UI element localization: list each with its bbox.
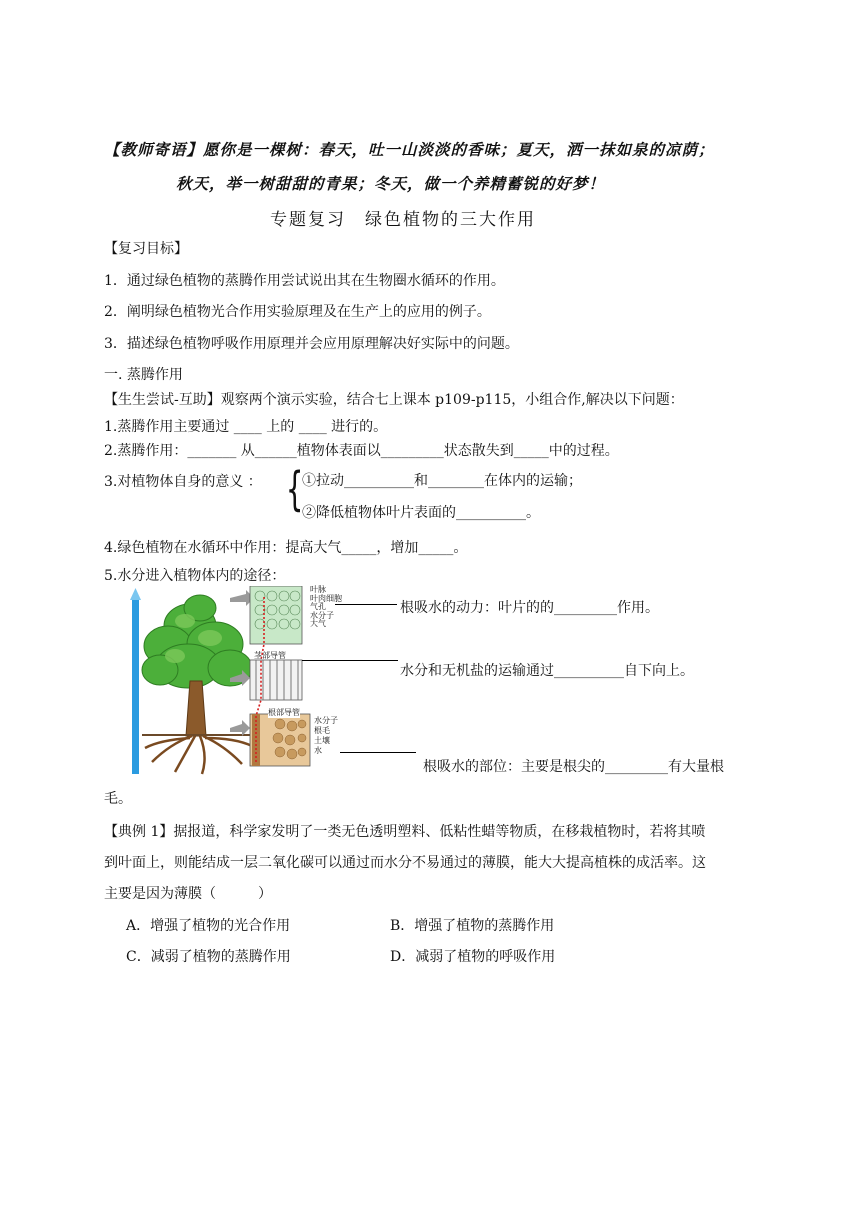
label-mesophyll-cell: 叶肉细胞 xyxy=(310,593,342,603)
section-intro: 【生生尝试-互助】观察两个演示实验，结合七上课本 p109-p115，小组合作,解决以下问题： xyxy=(104,392,684,408)
label-water-molecule: 水分子 xyxy=(310,610,334,620)
label-leaf-vein: 叶脉 xyxy=(310,585,326,594)
question-2: 2.蒸腾作用：_______ 从______植物体表面以_________状态散失到_____中的过程。 xyxy=(104,443,619,459)
label-root-hair: 根毛 xyxy=(314,726,330,735)
stem-inset xyxy=(250,660,302,700)
option-a: A．增强了植物的光合作用 xyxy=(126,918,291,934)
diagram-note-2: 水分和无机盐的运输通过__________自下向上。 xyxy=(400,663,694,679)
option-b: B．增强了植物的蒸腾作用 xyxy=(390,918,555,934)
water-rise-bar xyxy=(132,598,139,774)
section-heading: 一. 蒸腾作用 xyxy=(104,367,183,383)
tree-roots xyxy=(145,736,252,774)
question-3-a: ①拉动__________和________在体内的运输； xyxy=(302,473,582,489)
question-1: 1.蒸腾作用主要通过 ____ 上的 ____ 进行的。 xyxy=(104,419,388,435)
tree-trunk xyxy=(186,681,206,736)
arrow-up-icon xyxy=(130,588,141,600)
label-water-molecule-root: 水分子 xyxy=(314,716,338,725)
page-title: 专题复习 绿色植物的三大作用 xyxy=(270,210,536,230)
label-root-vessel: 根部导管 xyxy=(268,708,300,717)
goals-heading: 【复习目标】 xyxy=(104,241,188,257)
diagram-note-3-cont: 毛。 xyxy=(104,791,132,807)
diagram-note-3: 根吸水的部位：主要是根尖的_________有大量根 xyxy=(423,759,724,775)
question-3-b: ②降低植物体叶片表面的__________。 xyxy=(302,505,540,521)
pointer-line-3 xyxy=(340,752,416,753)
arrow-right-icon xyxy=(230,720,250,736)
label-soil: 土壤 xyxy=(314,736,330,745)
label-stoma: 气孔 xyxy=(310,602,326,611)
example-line-2: 到叶面上，则能结成一层二氧化碳可以通过而水分不易通过的薄膜，能大大提高植株的成活率。这 xyxy=(104,855,706,871)
option-c: C．减弱了植物的蒸腾作用 xyxy=(126,949,291,965)
teacher-quote-line1: 【教师寄语】愿你是一棵树：春天，吐一山淡淡的香味；夏天，洒一抹如泉的凉荫； xyxy=(104,140,715,159)
example-line-1: 【典例 1】据报道，科学家发明了一类无色透明塑料、低粘性蜡等物质，在移栽植物时，若将其喷 xyxy=(104,824,706,840)
question-3-label: 3.对植物体自身的意义 ： xyxy=(104,474,262,490)
pointer-line-2 xyxy=(302,660,398,661)
brace-icon: { xyxy=(285,462,304,516)
goal-item-2: 2．阐明绿色植物光合作用实验原理及在生产上的应用的例子。 xyxy=(104,304,491,320)
pointer-line-1 xyxy=(335,604,397,605)
diagram-note-1: 根吸水的动力：叶片的的_________作用。 xyxy=(400,600,659,616)
example-line-3: 主要是因为薄膜（ ） xyxy=(104,886,272,902)
water-path-diagram xyxy=(130,586,420,776)
water-path-illustration xyxy=(130,586,420,776)
goal-item-1: 1．通过绿色植物的蒸腾作用尝试说出其在生物圈水循环的作用。 xyxy=(104,273,505,289)
label-atmosphere: 大气 xyxy=(310,619,326,628)
label-stem-vessel: 茎部导管 xyxy=(254,651,286,660)
tree-crown xyxy=(142,595,252,688)
question-4: 4.绿色植物在水循环中作用：提高大气_____，增加_____。 xyxy=(104,540,468,556)
question-5: 5.水分进入植物体内的途径： xyxy=(104,568,286,584)
teacher-quote-line2: 秋天，举一树甜甜的青果；冬天，做一个养精蓄锐的好梦！ xyxy=(176,174,606,193)
option-d: D．减弱了植物的呼吸作用 xyxy=(390,949,556,965)
goal-item-3: 3．描述绿色植物呼吸作用原理并会应用原理解决好实际中的问题。 xyxy=(104,336,519,352)
label-water: 水 xyxy=(314,746,322,755)
